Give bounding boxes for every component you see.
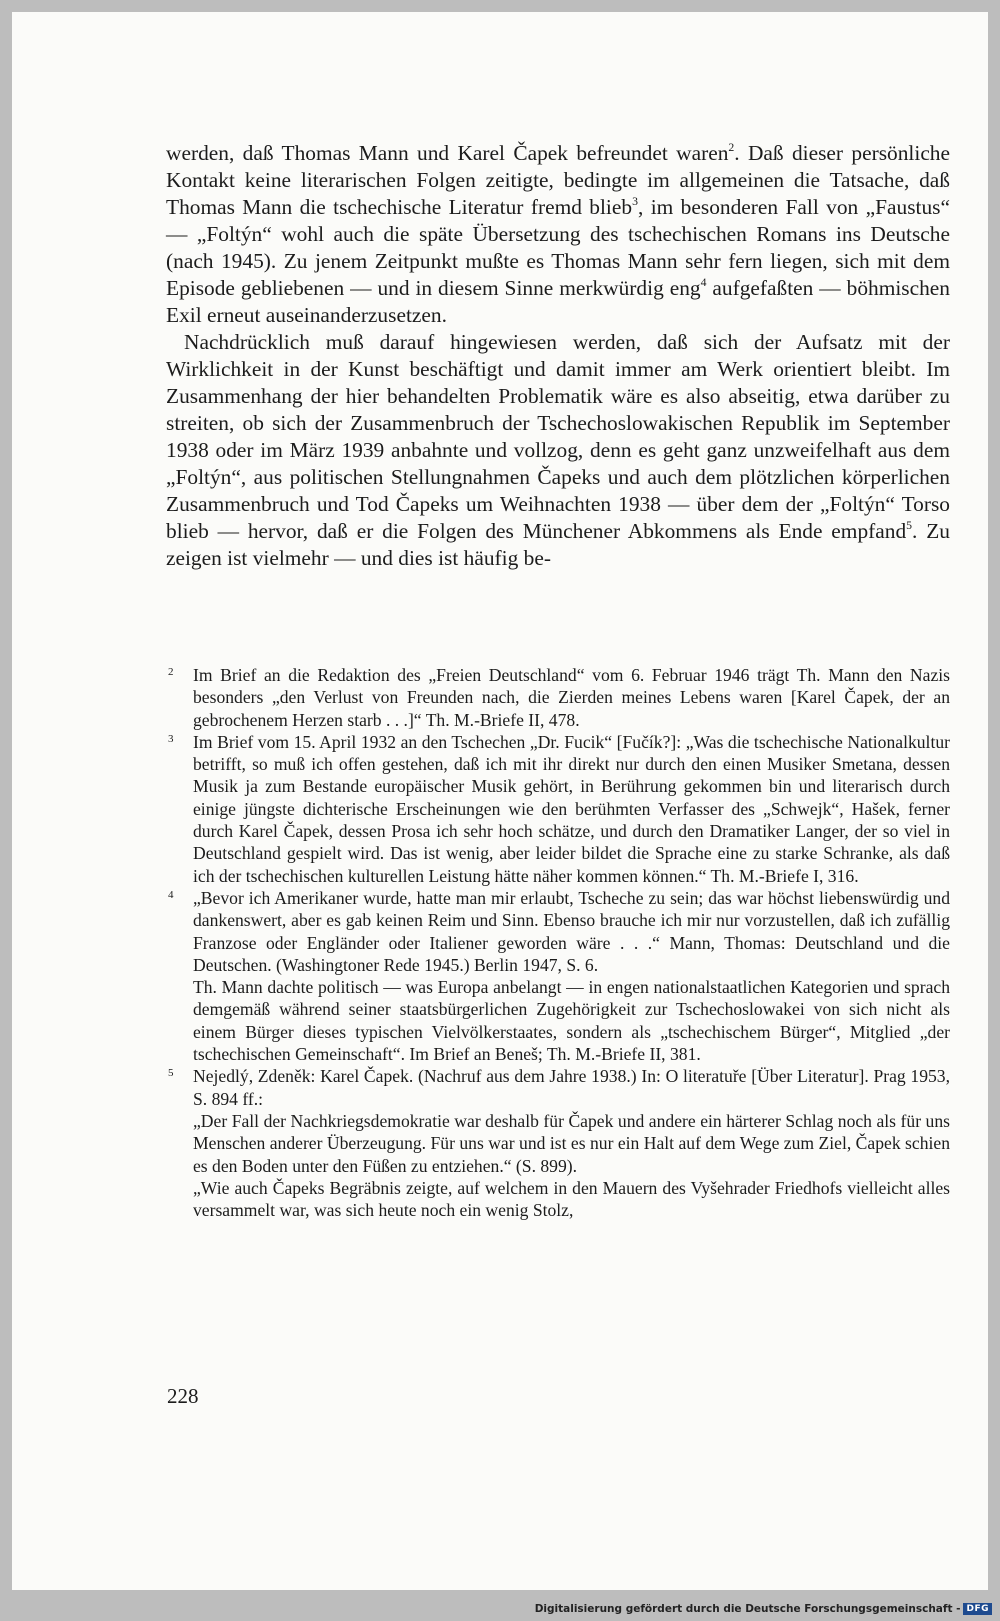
footnote-number: 4: [168, 888, 174, 901]
footnote-5: [166, 1065, 950, 1221]
scanned-page: [12, 12, 988, 1590]
footnote-number: 3: [168, 732, 174, 745]
footnote-text: „Der Fall der Nachkriegsdemokratie war deshalb für Čapek und andere ein härterer Schlag noch als für uns Menschen anderer Überzeugung. Für uns war und ist es nur ein Halt auf dem Wege zum Ziel, Čapek schien es den Boden unter den Füßen zu entziehen.“ (S. 899).: [193, 1110, 950, 1176]
footnote-ref-5[interactable]: 5: [906, 519, 913, 533]
footnote-text: Im Brief an die Redaktion des „Freien Deutschland“ vom 6. Februar 1946 trägt Th. Mann den Nazis besonders „den Verlust von Freunden nach, die Zierden meines Lebens waren [Karel Čapek, der an gebrochenem Herzen starb . . .]“ Th. M.-Briefe II, 478.: [193, 665, 950, 730]
paragraph-2: Nachdrücklich muß darauf hingewiesen werden, daß sich der Aufsatz mit der Wirklichkeit in der Kunst beschäftigt und damit immer am Werk orientiert bleibt. Im Zusammenhang der hier behandelten Problematik wäre es also abseitig, etwa darüber zu streiten, ob sich der Zusammenbruch der Tschechoslowakischen Republik im September 1938 oder im März 1939 anbahnte und vollzog, denn es geht ganz unzweifelhaft aus dem „Foltýn“, aus politischen Stellungnahmen Čapeks und auch dem plötzlichen körperlichen Zusammenbruch und Tod Čapeks um Weihnachten 1938 — über dem der „Foltýn“ Torso blieb — hervor, daß er die Folgen des Münchener Abkommens als Ende empfand$^5$. Zu zeigen ist vielmehr — und dies ist häufig be-: [166, 330, 950, 570]
footnote-3: [166, 731, 950, 887]
footnote-text: „Wie auch Čapeks Begräbnis zeigte, auf welchem in den Mauern des Vyšehrader Friedhofs vielleicht alles versammelt war, was sich heute noch ein wenig Stolz,: [193, 1177, 950, 1221]
footnote-ref-4[interactable]: 4: [700, 276, 707, 290]
footnote-2: [166, 664, 950, 731]
footnote-text: „Bevor ich Amerikaner wurde, hatte man mir erlaubt, Tscheche zu sein; das war höchst liebenswürdig und dankenswert, aber es gab keinen Reim und Sinn. Ebenso brauche ich mir nur vorzustellen, daß ich zufällig Franzose oder Engländer oder Italiener geworden wäre . . .“ Mann, Thomas: Deutschland und die Deutschen. (Washingtoner Rede 1945.) Berlin 1947, S. 6.: [193, 887, 950, 975]
footnote-text: Th. Mann dachte politisch — was Europa anbelangt — in engen nationalstaatlichen Kategorien und sprach demgemäß während seiner staatsbürgerlichen Zugehörigkeit zur Tschechoslowakei von sich nicht als einem Bürger dieses typischen Vielvölkerstaates, sondern als „tschechischem Bürger“, Mitglied „der tschechischen Gemeinschaft“. Im Brief an Beneš; Th. M.-Briefe II, 381.: [193, 977, 950, 1065]
footnote-text: Nejedlý, Zdeněk: Karel Čapek. (Nachruf aus dem Jahre 1938.) In: O literatuře [Über Literatur]. Prag 1953, S. 894 ff.:: [193, 1066, 950, 1109]
footer-credit: Digitalisierung gefördert durch die Deutsche Forschungsgemeinschaft -: [534, 1603, 961, 1615]
footnote-number: 5: [168, 1067, 174, 1080]
footnotes: [166, 664, 950, 1221]
footnote-ref-3[interactable]: 3: [632, 195, 638, 209]
footnote-ref-2[interactable]: 2: [728, 141, 735, 155]
footnote-4: [166, 887, 950, 1065]
paragraph-1: werden, daß Thomas Mann und Karel Čapek befreundet waren$^2$. Daß dieser persönliche Kontakt keine literarischen Folgen zeitigte, bedingte im allgemeinen die Tatsache, daß Thomas Mann die tschechische Literatur fremd blieb$^3$, im besonderen Fall von „Faustus“ — „Foltýn“ wohl auch die späte Übersetzung des tschechischen Romans ins Deutsche (nach 1945). Zu jenem Zeitpunkt mußte es Thomas Mann sehr fern liegen, sich mit dem Episode gebliebenen — und in diesem Sinne merkwürdig eng$^4$ aufgefaßten — böhmischen Exil erneut auseinanderzusetzen.: [166, 141, 950, 327]
dfg-logo-icon[interactable]: DFG: [963, 1603, 992, 1615]
digitization-footer: [535, 1603, 992, 1615]
main-text: [166, 140, 950, 572]
footnote-number: 2: [168, 666, 174, 678]
footnote-text: Im Brief vom 15. April 1932 an den Tschechen „Dr. Fucik“ [Fučík?]: „Was die tschechische Nationalkultur betrifft, so muß ich offen gestehen, daß ich mit ihr direkt nur durch den einen Musiker Smetana, dessen Musik ja zum Bestande europäischer Musik gehört, in Berührung gekommen bin und literarisch durch einige jüngste dichterische Erscheinungen wie den berühmten Verfasser des „Schwejk“, Hašek, ferner durch Karel Čapek, dessen Prosa ich sehr hoch schätze, und durch den Dramatiker Langer, der so viel in Deutschland gespielt wird. Das ist wenig, aber leider bildet die Sprache eine zu starke Schranke, als daß ich der tschechischen kulturellen Leistung hätte näher kommen können.“ Th. M.-Briefe I, 316.: [193, 731, 950, 886]
page-number: 228: [167, 1384, 199, 1408]
